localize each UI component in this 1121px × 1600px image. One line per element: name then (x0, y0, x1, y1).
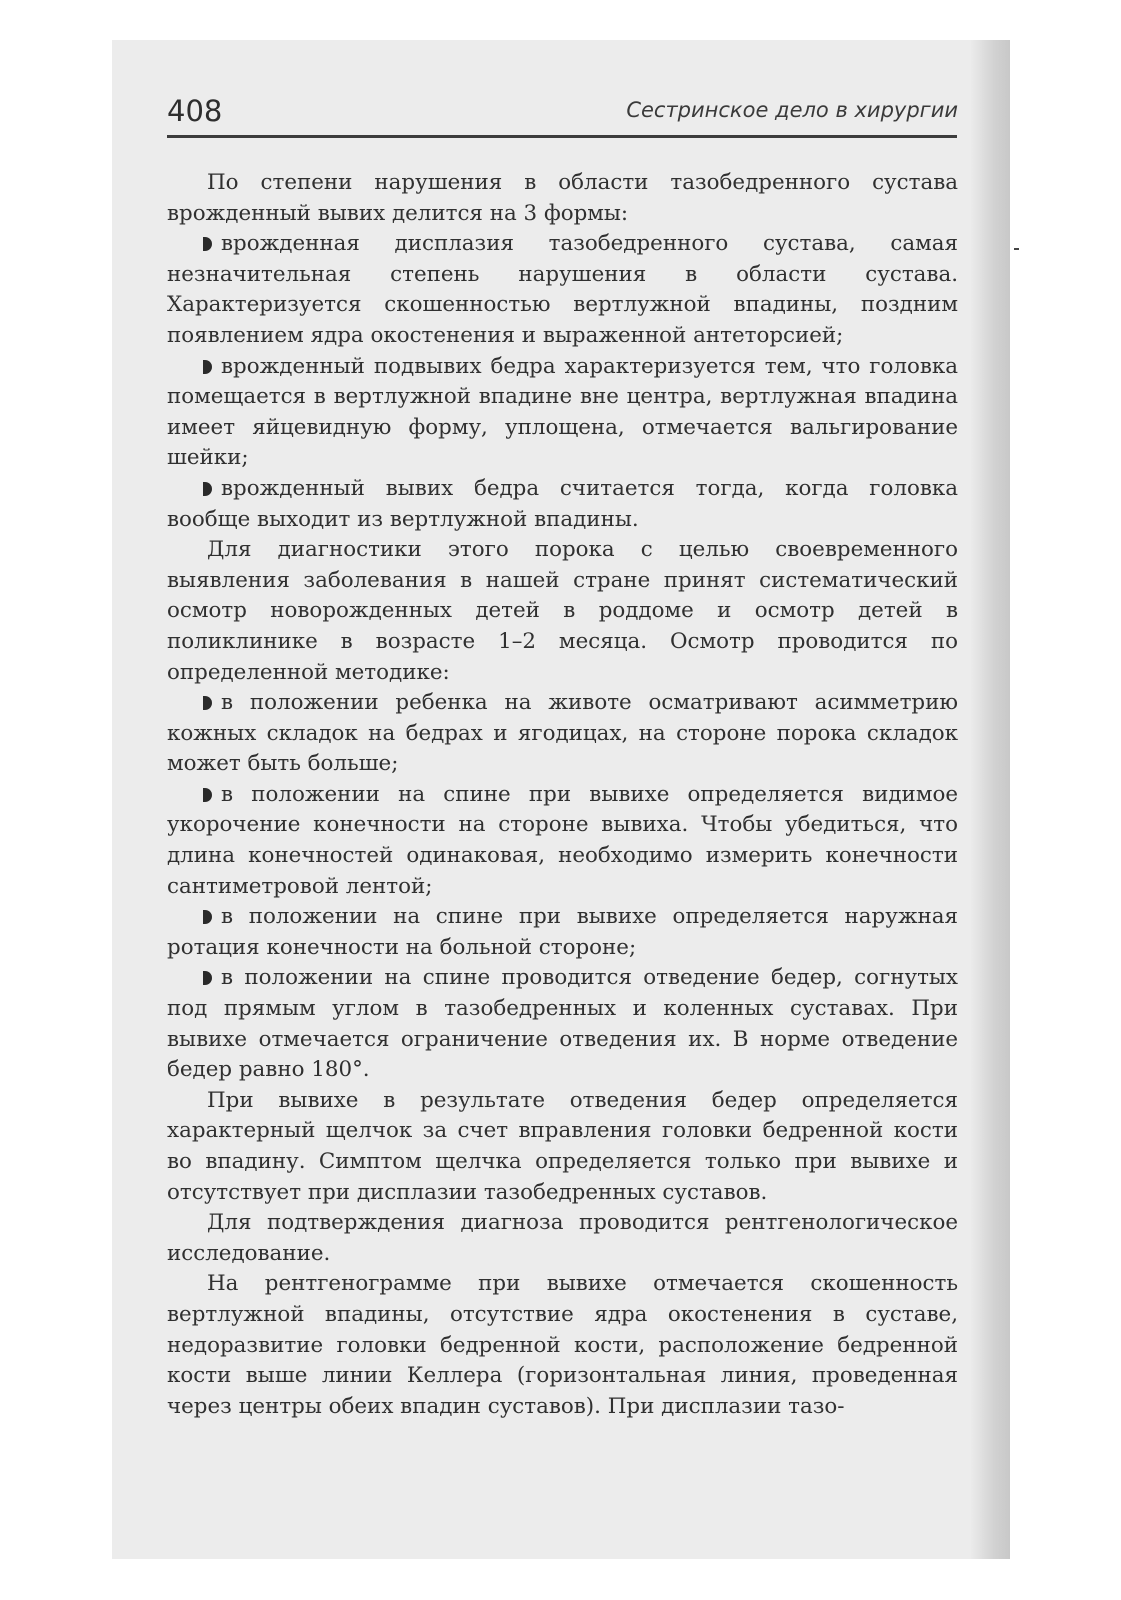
page-gutter-shadow (970, 40, 1010, 1559)
list-item-text: врожденная дисплазия тазобедренного сустава, самая незначительная степень нарушения в области сустава. Характеризуется скошенностью вертлужной впадины, поздним появлением ядра окостенения и выраженной антеторсией; (167, 231, 958, 348)
page-header (167, 90, 958, 140)
bullet-icon (203, 482, 212, 496)
margin-mark (1014, 248, 1019, 250)
list-item (167, 688, 958, 780)
bullet-icon (203, 788, 212, 802)
bullet-icon (203, 910, 212, 924)
paragraph: По степени нарушения в области тазобедренного сустава врожденный вывих делится на 3 формы: (167, 170, 958, 226)
list-item-text: в положении на спине при вывихе определяется видимое укорочение конечности на стороне вывиха. Чтобы убедиться, что длина конечностей одинаковая, необходимо измерить конечности сантиметровой лентой; (167, 781, 958, 899)
paragraph: Для диагностики этого порока с целью своевременного выявления заболевания в нашей стране принят систематический осмотр новорожденных детей в роддоме и осмотр детей в поликлинике в возрасте 1–2 месяца. Осмотр проводится по определенной методике: (167, 537, 958, 685)
bullet-icon (203, 360, 212, 374)
list-item (167, 474, 958, 535)
list-item (167, 780, 958, 902)
header-rule (167, 135, 957, 138)
page-number: 408 (167, 94, 223, 128)
book-page (112, 40, 1010, 1559)
bullet-icon (203, 237, 212, 251)
list-item (167, 963, 958, 1085)
list-item (167, 902, 958, 963)
paragraph: На рентгенограмме при вывихе отмечается скошенность вертлужной впадины, отсутствие ядра окостенения в суставе, недоразвитие головки бедренной кости, расположение бедренной кости выше линии Келлера (горизонтальная линия, проведенная через центры обеих впадин суставов). При дисплазии тазо- (167, 1271, 958, 1419)
running-title: Сестринское дело в хирургии (626, 98, 958, 122)
paragraph: При вывихе в результате отведения бедер определяется характерный щелчок за счет вправления головки бедренной кости во впадину. Симптом щелчка определяется только при вывихе и отсутствует при дисплазии тазобедренных суставов. (167, 1087, 958, 1205)
list-item-text: в положении на спине проводится отведение бедер, согнутых под прямым углом в тазобедренных и коленных суставах. При вывихе отмечается ограничение отведения их. В норме отведение бедер равно 180°. (167, 965, 958, 1083)
list-item (167, 229, 958, 351)
list-item-text: врожденный подвывих бедра характеризуется тем, что головка помещается в вертлужной впадине вне центра, вертлужная впадина имеет яйцевидную форму, уплощена, отмечается вальгирование шейки; (167, 353, 958, 471)
list-item-text: в положении на спине при вывихе определяется наружная ротация конечности на больной стороне; (167, 904, 958, 960)
paragraph: Для подтверждения диагноза проводится рентгенологическое исследование. (167, 1210, 958, 1266)
bullet-icon (203, 696, 212, 710)
bullet-icon (203, 971, 212, 985)
list-item (167, 352, 958, 474)
list-item-text: врожденный вывих бедра считается тогда, когда головка вообще выходит из вертлужной впадины. (167, 475, 958, 532)
page-body (167, 168, 958, 1422)
list-item-text: в положении ребенка на животе осматривают асимметрию кожных складок на бедрах и ягодицах, на стороне порока складок может быть больше; (167, 690, 958, 777)
